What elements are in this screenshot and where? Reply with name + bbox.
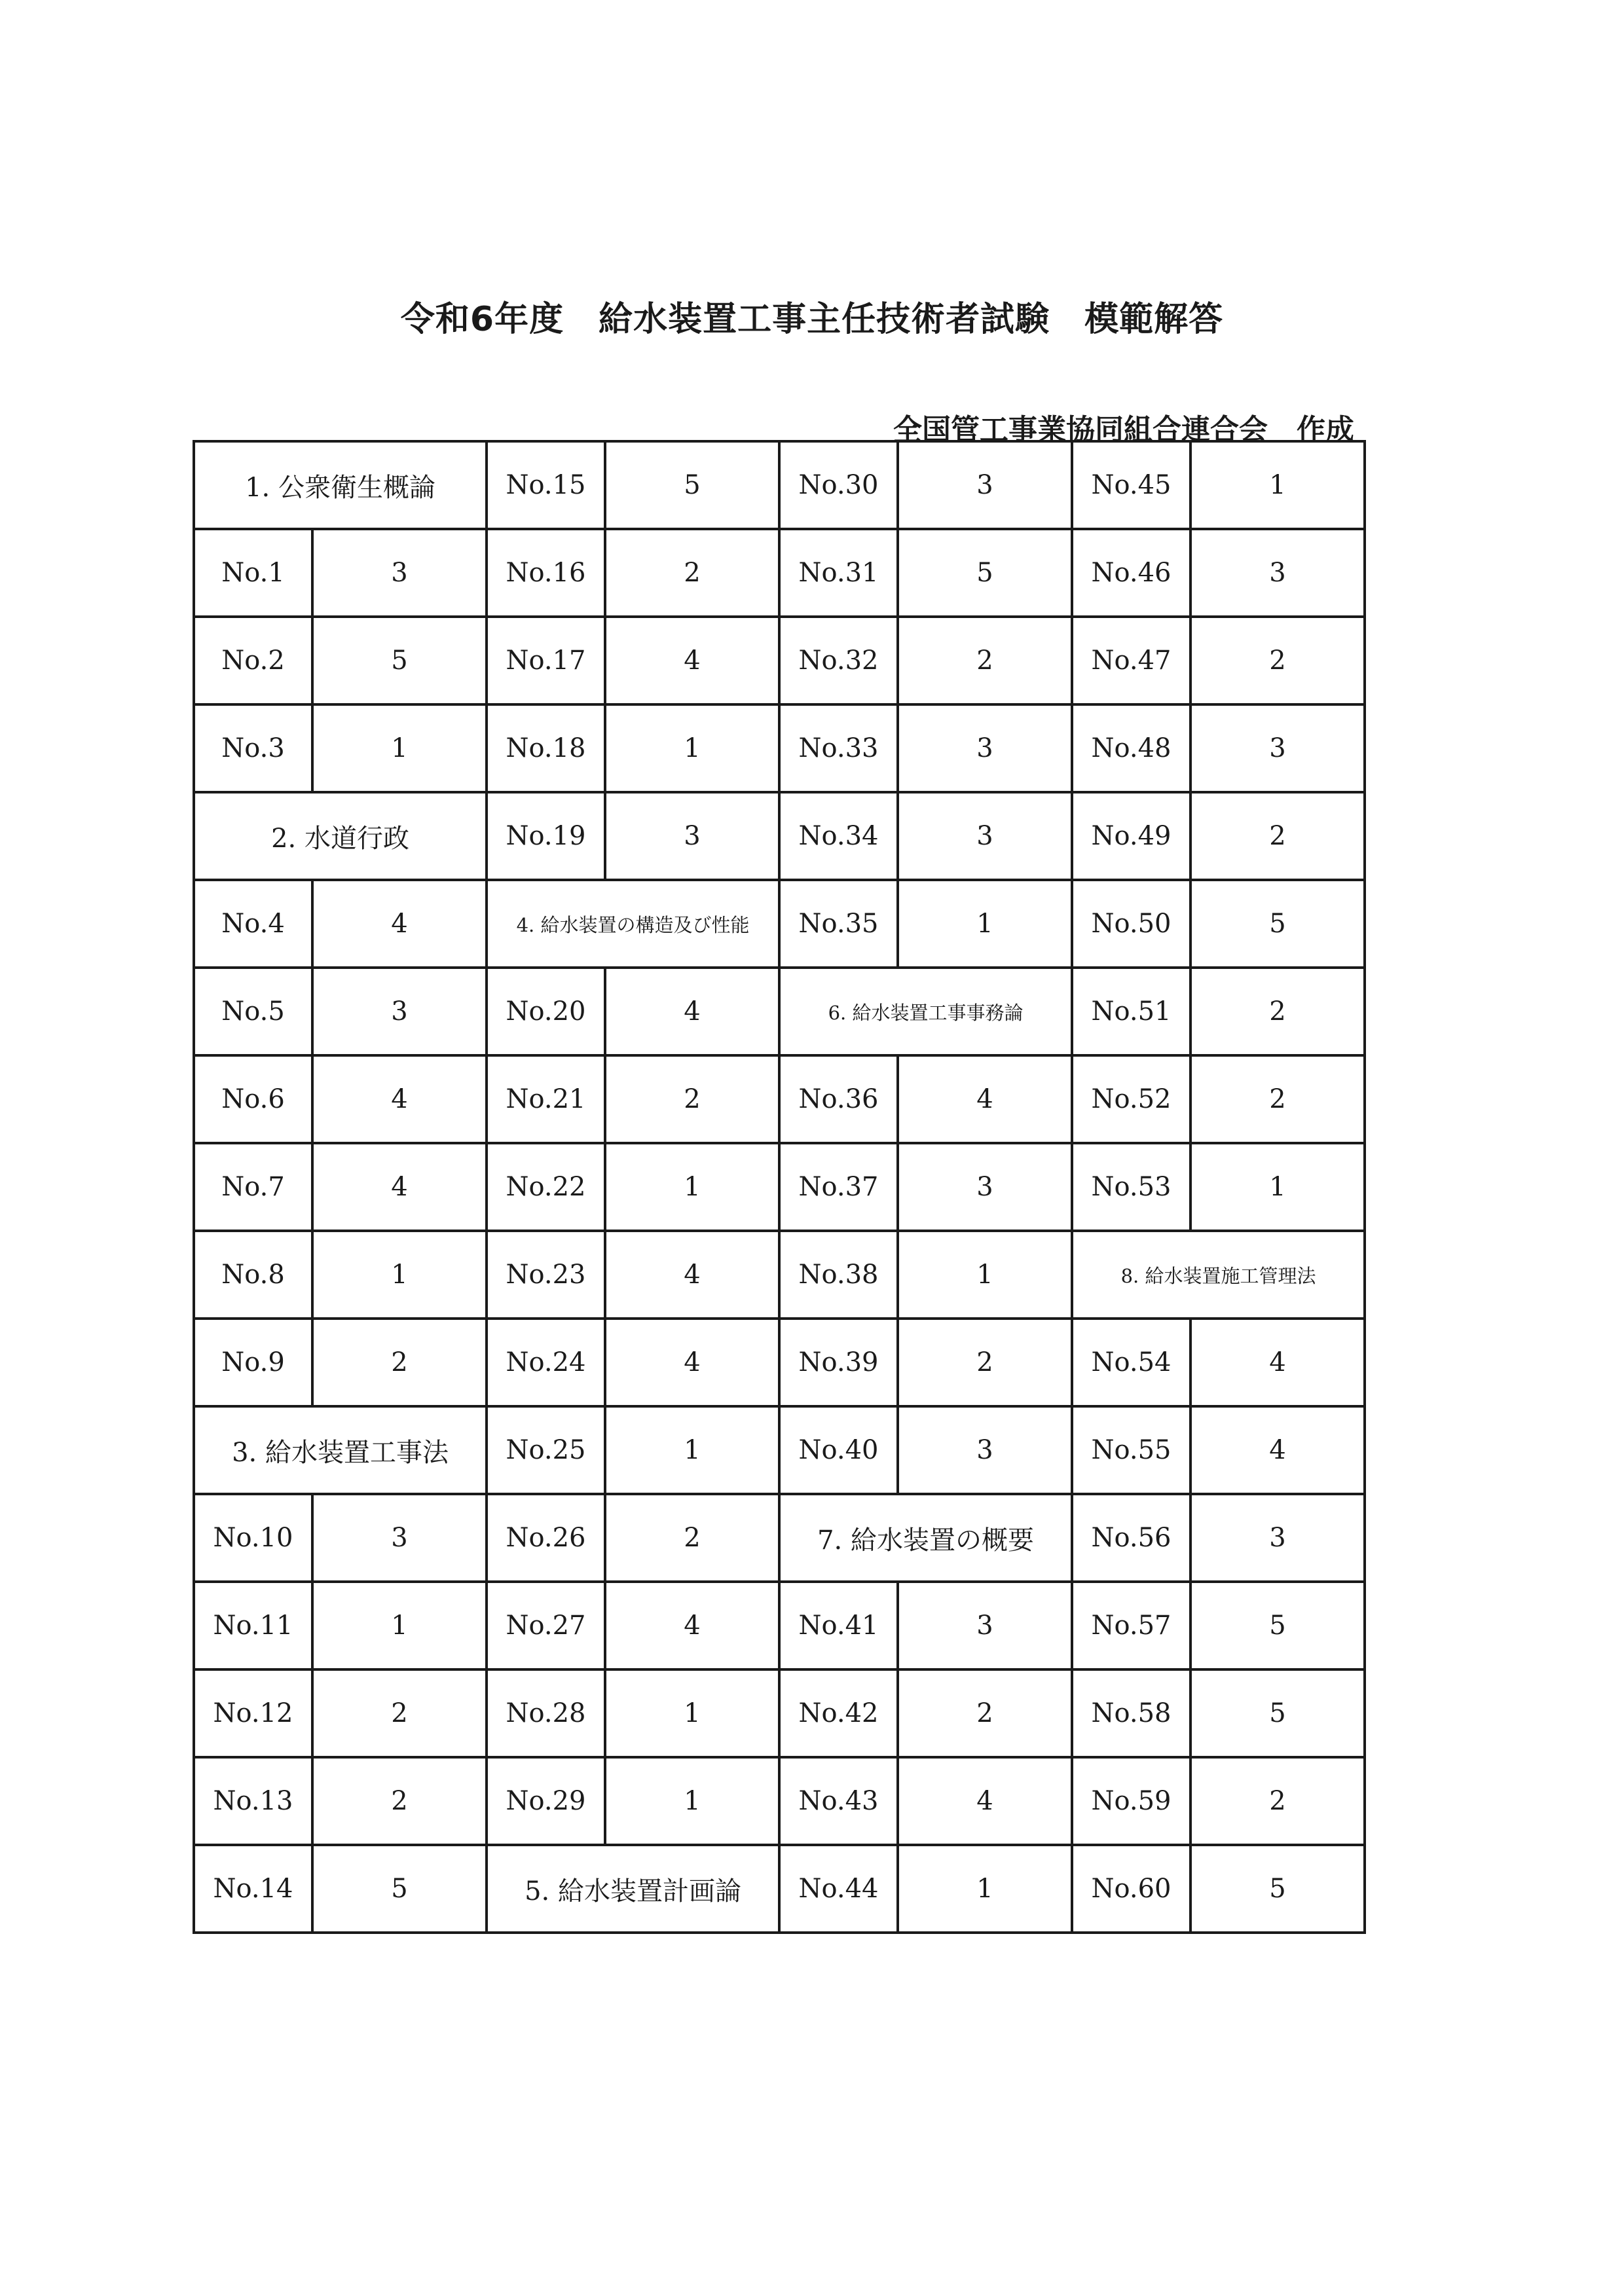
- answer-value: 2: [1190, 1055, 1365, 1143]
- answer-value: 2: [1190, 617, 1365, 704]
- answer-value: 2: [605, 1494, 779, 1582]
- question-number: No.12: [194, 1669, 312, 1757]
- answer-value: 2: [312, 1669, 487, 1757]
- answer-value: 1: [312, 704, 487, 792]
- question-number: No.6: [194, 1055, 312, 1143]
- answer-value: 2: [898, 1669, 1072, 1757]
- question-number: No.20: [487, 968, 605, 1055]
- answer-value: 1: [605, 1757, 779, 1845]
- table-row: [194, 1143, 1365, 1231]
- question-number: No.36: [779, 1055, 898, 1143]
- answer-value: 5: [312, 1845, 487, 1933]
- question-number: No.55: [1072, 1406, 1190, 1494]
- question-number: No.19: [487, 792, 605, 880]
- answer-value: 1: [1190, 441, 1365, 529]
- section-header: 1. 公衆衛生概論: [194, 441, 487, 529]
- question-number: No.45: [1072, 441, 1190, 529]
- answer-value: 1: [312, 1582, 487, 1669]
- answer-value: 2: [605, 529, 779, 617]
- answer-value: 2: [1190, 1757, 1365, 1845]
- answer-value: 4: [1190, 1406, 1365, 1494]
- table-row: [194, 1319, 1365, 1406]
- answer-value: 3: [312, 1494, 487, 1582]
- question-number: No.53: [1072, 1143, 1190, 1231]
- answer-value: 1: [605, 704, 779, 792]
- question-number: No.30: [779, 441, 898, 529]
- answer-value: 5: [1190, 880, 1365, 968]
- question-number: No.3: [194, 704, 312, 792]
- answer-value: 3: [1190, 529, 1365, 617]
- table-row: [194, 1494, 1365, 1582]
- question-number: No.7: [194, 1143, 312, 1231]
- question-number: No.8: [194, 1231, 312, 1319]
- question-number: No.51: [1072, 968, 1190, 1055]
- table-row: [194, 1406, 1365, 1494]
- answer-value: 4: [898, 1757, 1072, 1845]
- answer-value: 4: [605, 1319, 779, 1406]
- question-number: No.54: [1072, 1319, 1190, 1406]
- question-number: No.31: [779, 529, 898, 617]
- answer-value: 3: [312, 968, 487, 1055]
- answer-value: 3: [898, 704, 1072, 792]
- answer-value: 5: [1190, 1669, 1365, 1757]
- question-number: No.39: [779, 1319, 898, 1406]
- table-row: [194, 880, 1365, 968]
- question-number: No.48: [1072, 704, 1190, 792]
- question-number: No.57: [1072, 1582, 1190, 1669]
- answer-value: 5: [1190, 1845, 1365, 1933]
- question-number: No.60: [1072, 1845, 1190, 1933]
- answer-value: 3: [1190, 1494, 1365, 1582]
- answer-value: 3: [898, 1582, 1072, 1669]
- question-number: No.15: [487, 441, 605, 529]
- question-number: No.52: [1072, 1055, 1190, 1143]
- answer-value: 4: [605, 1231, 779, 1319]
- answer-value: 1: [605, 1669, 779, 1757]
- table-row: [194, 704, 1365, 792]
- question-number: No.10: [194, 1494, 312, 1582]
- question-number: No.42: [779, 1669, 898, 1757]
- answer-table: [193, 440, 1366, 1934]
- question-number: No.14: [194, 1845, 312, 1933]
- answer-value: 4: [312, 1055, 487, 1143]
- answer-value: 2: [312, 1319, 487, 1406]
- question-number: No.4: [194, 880, 312, 968]
- question-number: No.32: [779, 617, 898, 704]
- question-number: No.34: [779, 792, 898, 880]
- question-number: No.25: [487, 1406, 605, 1494]
- question-number: No.46: [1072, 529, 1190, 617]
- section-header: 8. 給水装置施工管理法: [1072, 1231, 1365, 1319]
- question-number: No.13: [194, 1757, 312, 1845]
- answer-value: 1: [898, 1845, 1072, 1933]
- question-number: No.49: [1072, 792, 1190, 880]
- page-title: 令和6年度 給水装置工事主任技術者試験 模範解答: [400, 300, 1224, 339]
- answer-value: 4: [312, 1143, 487, 1231]
- answer-value: 3: [312, 529, 487, 617]
- author-credit: 全国管工事業協同組合連合会 作成: [893, 413, 1354, 446]
- answer-value: 3: [605, 792, 779, 880]
- question-number: No.26: [487, 1494, 605, 1582]
- question-number: No.33: [779, 704, 898, 792]
- answer-value: 2: [1190, 968, 1365, 1055]
- answer-value: 5: [1190, 1582, 1365, 1669]
- question-number: No.22: [487, 1143, 605, 1231]
- section-header: 2. 水道行政: [194, 792, 487, 880]
- table-row: [194, 1582, 1365, 1669]
- question-number: No.2: [194, 617, 312, 704]
- question-number: No.37: [779, 1143, 898, 1231]
- question-number: No.21: [487, 1055, 605, 1143]
- question-number: No.18: [487, 704, 605, 792]
- answer-value: 2: [605, 1055, 779, 1143]
- question-number: No.35: [779, 880, 898, 968]
- answer-value: 1: [1190, 1143, 1365, 1231]
- question-number: No.11: [194, 1582, 312, 1669]
- question-number: No.40: [779, 1406, 898, 1494]
- answer-value: 2: [1190, 792, 1365, 880]
- section-header: 7. 給水装置の概要: [779, 1494, 1072, 1582]
- table-row: [194, 968, 1365, 1055]
- answer-value: 3: [898, 1406, 1072, 1494]
- answer-value: 5: [312, 617, 487, 704]
- answer-value: 5: [605, 441, 779, 529]
- table-row: [194, 1757, 1365, 1845]
- table-row: [194, 792, 1365, 880]
- table-row: [194, 529, 1365, 617]
- answer-value: 4: [605, 1582, 779, 1669]
- question-number: No.23: [487, 1231, 605, 1319]
- question-number: No.17: [487, 617, 605, 704]
- table-row: [194, 1055, 1365, 1143]
- question-number: No.38: [779, 1231, 898, 1319]
- answer-value: 1: [898, 1231, 1072, 1319]
- question-number: No.59: [1072, 1757, 1190, 1845]
- question-number: No.43: [779, 1757, 898, 1845]
- answer-value: 1: [605, 1406, 779, 1494]
- section-header: 5. 給水装置計画論: [487, 1845, 779, 1933]
- answer-value: 2: [312, 1757, 487, 1845]
- answer-value: 1: [605, 1143, 779, 1231]
- section-header: 6. 給水装置工事事務論: [779, 968, 1072, 1055]
- answer-value: 5: [898, 529, 1072, 617]
- section-header: 3. 給水装置工事法: [194, 1406, 487, 1494]
- answer-value: 4: [898, 1055, 1072, 1143]
- question-number: No.58: [1072, 1669, 1190, 1757]
- question-number: No.44: [779, 1845, 898, 1933]
- question-number: No.28: [487, 1669, 605, 1757]
- answer-value: 1: [898, 880, 1072, 968]
- answer-value: 4: [605, 617, 779, 704]
- answer-value: 2: [898, 1319, 1072, 1406]
- question-number: No.29: [487, 1757, 605, 1845]
- answer-value: 1: [312, 1231, 487, 1319]
- table-row: [194, 1845, 1365, 1933]
- question-number: No.24: [487, 1319, 605, 1406]
- table-row: [194, 441, 1365, 529]
- question-number: No.56: [1072, 1494, 1190, 1582]
- answer-value: 2: [898, 617, 1072, 704]
- answer-value: 4: [312, 880, 487, 968]
- question-number: No.41: [779, 1582, 898, 1669]
- question-number: No.5: [194, 968, 312, 1055]
- answer-value: 4: [1190, 1319, 1365, 1406]
- section-header: 4. 給水装置の構造及び性能: [487, 880, 779, 968]
- table-row: [194, 1669, 1365, 1757]
- question-number: No.1: [194, 529, 312, 617]
- table-row: [194, 1231, 1365, 1319]
- question-number: No.47: [1072, 617, 1190, 704]
- question-number: No.16: [487, 529, 605, 617]
- answer-value: 4: [605, 968, 779, 1055]
- answer-value: 3: [898, 441, 1072, 529]
- question-number: No.50: [1072, 880, 1190, 968]
- answer-value: 3: [1190, 704, 1365, 792]
- answer-value: 3: [898, 792, 1072, 880]
- answer-value: 3: [898, 1143, 1072, 1231]
- question-number: No.27: [487, 1582, 605, 1669]
- question-number: No.9: [194, 1319, 312, 1406]
- table-row: [194, 617, 1365, 704]
